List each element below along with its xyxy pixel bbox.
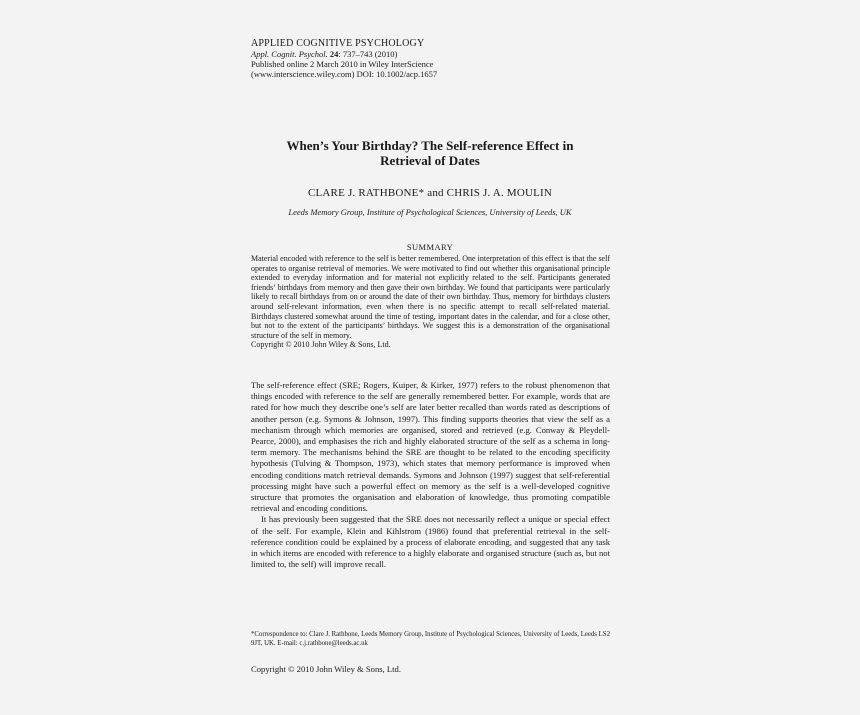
body-paragraph-2: It has previously been suggested that the SRE does not necessarily reflect a unique or special effect of the self. For example, Klein and Kihlstrom (1986) found that preferential retrieval in the self-reference condition could be explained by a process of elaborate encoding, and suggested that any task in which items are encoded with reference to a highly elaborate and organised structure (such as, but not limited to, the self) will improve recall. — [251, 514, 610, 570]
journal-name: APPLIED COGNITIVE PSYCHOLOGY — [251, 38, 425, 49]
citation-line — [251, 49, 611, 59]
title-line-1: When’s Your Birthday? The Self-reference Effect in — [286, 138, 574, 153]
footer-copyright: Copyright © 2010 John Wiley & Sons, Ltd. — [251, 664, 401, 674]
summary-heading: SUMMARY — [406, 242, 454, 252]
citation-pages: : 737–743 (2010) — [338, 49, 398, 59]
article-title — [230, 138, 630, 168]
published-line: Published online 2 March 2010 in Wiley InterScience — [251, 59, 434, 69]
abstract — [251, 254, 610, 350]
abstract-copyright: Copyright © 2010 John Wiley & Sons, Ltd. — [251, 340, 391, 350]
journal-header — [251, 39, 611, 79]
authors: CLARE J. RATHBONE* and CHRIS J. A. MOULIN — [307, 187, 553, 199]
citation-journal: Appl. Cognit. Psychol. — [251, 49, 328, 59]
doi-line: (www.interscience.wiley.com) DOI: 10.1002/acp.1657 — [251, 69, 438, 79]
body-paragraph-1: The self-reference effect (SRE; Rogers, Kuiper, & Kirker, 1977) refers to the robust phenomenon that things encoded with reference to the self are generally remembered better. For example, words that are rated for how much they describe one’s self are later better recalled than words rated as descriptions of another person (e.g. Symons & Johnson, 1997). This finding supports theories that view the self as a mechanism through which memories are organised, stored and retrieved (e.g. Conway & Pleydell-Pearce, 2000), and emphasises the rich and highly elaborated structure of the self as a schema in long-term memory. The mechanisms behind the SRE are thought to be related to the encoding specificity hypothesis (Tulving & Thompson, 1973), which states that memory performance is improved when encoding conditions match retrieval demands. Symons and Johnson (1997) suggest that self-referential processing might have such a powerful effect on memory as the self is a well-developed cognitive structure that promotes the organisation and elaboration of knowledge, thus promoting compatible retrieval and encoding conditions. — [251, 380, 610, 514]
abstract-text: Material encoded with reference to the self is better remembered. One interpretation of this effect is that the self operates to organise retrieval of memories. We were motivated to find out whether this organisational principle extended to everyday information and for material not explicitly related to the self. Participants generated friends’ birthdays from memory and then gave their own birthday. We found that participants were particularly likely to recall birthdays from on or around the date of their own birthday. Thus, memory for birthdays clusters around self-relevant information, even when there is no specific attempt to recall self-related material. Birthdays clustered somewhat around the time of testing, important dates in the calendar, and for a close other, but not to the extent of the participants’ birthdays. We suggest this is a demonstration of the organisational structure of the self in memory. — [251, 254, 610, 340]
correspondence-footnote: *Correspondence to: Clare J. Rathbone, Leeds Memory Group, Institute of Psychological Sciences, University of Leeds, Leeds LS2 9JT, UK. E-mail: c.j.rathbone@leeds.ac.uk — [251, 631, 610, 648]
affiliation: Leeds Memory Group, Institute of Psychological Sciences, University of Leeds, UK — [288, 207, 572, 217]
title-line-2: Retrieval of Dates — [380, 153, 480, 168]
citation-volume: 24 — [329, 49, 339, 59]
body-text — [251, 380, 610, 570]
